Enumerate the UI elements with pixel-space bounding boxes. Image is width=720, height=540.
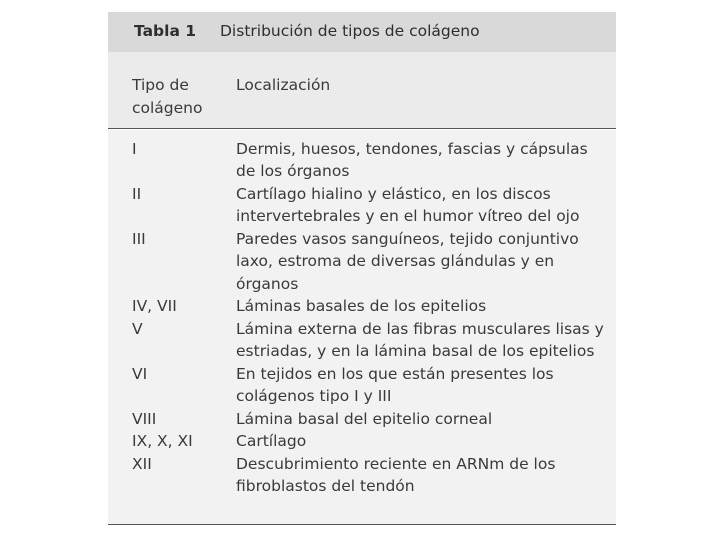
table-body bbox=[108, 130, 616, 525]
table-header-row bbox=[108, 52, 616, 129]
location-cell: Cartílago hialino y elástico, en los discos intervertebrales y en el humor vítreo del ojo bbox=[236, 184, 580, 225]
location-cell: Lámina externa de las fibras musculares lisas y estriadas, y en la lámina basal de los epitelios bbox=[236, 319, 604, 360]
table-label: Tabla 1 bbox=[134, 22, 197, 40]
type-cell: IX, X, XI bbox=[132, 432, 193, 450]
table-row bbox=[108, 318, 616, 363]
table-row bbox=[108, 295, 616, 318]
type-cell: I bbox=[132, 139, 137, 158]
location-cell: Descubrimiento reciente en ARNm de los fibroblastos del tendón bbox=[236, 454, 556, 495]
table-row bbox=[108, 183, 616, 228]
column-header-location: Localización bbox=[236, 76, 331, 94]
type-cell: II bbox=[132, 184, 142, 203]
location-cell: Lámina basal del epitelio corneal bbox=[236, 409, 493, 428]
table-row bbox=[108, 453, 616, 498]
type-cell: III bbox=[132, 229, 146, 248]
location-cell: Dermis, huesos, tendones, fascias y cápsulas de los órganos bbox=[236, 139, 588, 180]
table-row bbox=[108, 363, 616, 408]
table-title-bar bbox=[108, 12, 616, 52]
table-row bbox=[108, 138, 616, 183]
collagen-table bbox=[108, 12, 616, 524]
column-header-type: Tipo de colágeno bbox=[132, 76, 203, 117]
table-row bbox=[108, 430, 616, 453]
table-row bbox=[108, 408, 616, 431]
location-cell: Paredes vasos sanguíneos, tejido conjuntivo laxo, estroma de diversas glándulas y en órganos bbox=[236, 229, 579, 293]
type-cell: IV, VII bbox=[132, 297, 177, 315]
location-cell: Cartílago bbox=[236, 432, 307, 450]
table-row bbox=[108, 228, 616, 296]
type-cell: V bbox=[132, 319, 143, 338]
location-cell: Láminas basales de los epitelios bbox=[236, 297, 487, 315]
type-cell: VI bbox=[132, 364, 148, 383]
table-title: Distribución de tipos de colágeno bbox=[220, 22, 480, 40]
type-cell: XII bbox=[132, 454, 152, 473]
location-cell: En tejidos en los que están presentes los colágenos tipo I y III bbox=[236, 364, 554, 405]
type-cell: VIII bbox=[132, 409, 157, 428]
